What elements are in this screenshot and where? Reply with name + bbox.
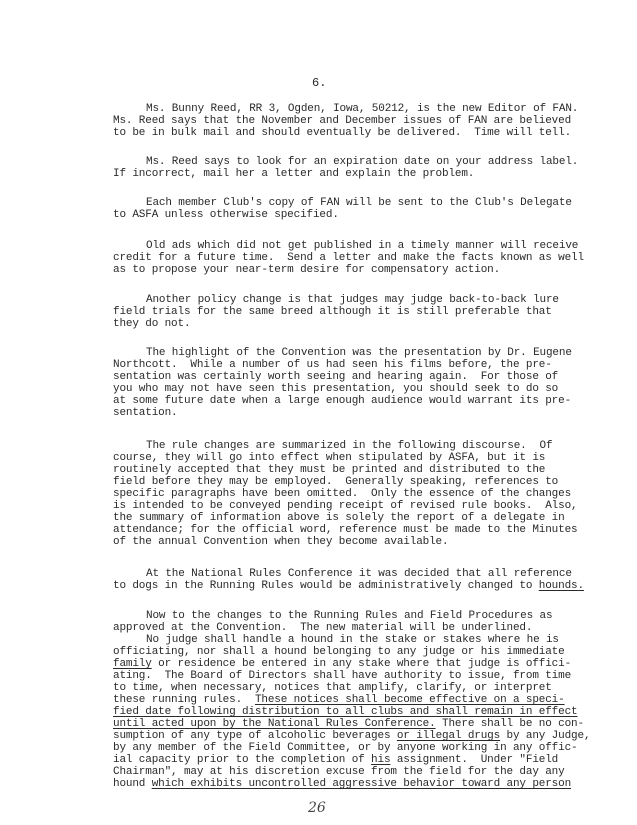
- text-line: sentation.: [113, 407, 178, 419]
- text-line: ating. The Board of Directors shall have authority to issue, from time: [113, 670, 572, 682]
- text-segment: sumption of any type of alcoholic beverages: [113, 730, 397, 742]
- page-number: 6.: [312, 76, 327, 90]
- underlined-text: hounds.: [538, 580, 584, 592]
- text-line: at some future date when a large enough audience would warrant its pre-: [113, 395, 572, 407]
- text-line: of the annual Convention when they become available.: [113, 536, 449, 548]
- text-line: the summary of information above is solely the report of a delegate in: [113, 512, 565, 524]
- text-line: specific paragraphs have been omitted. Only the essence of the changes: [113, 488, 572, 500]
- text-segment: these running rules.: [113, 694, 255, 706]
- text-line: is intended to be conveyed pending receipt of revised rule books. Also,: [113, 500, 578, 512]
- underlined-text-line: fied date following distribution to all clubs and shall remain in effect: [113, 706, 578, 718]
- text-line: The highlight of the Convention was the presentation by Dr. Eugene: [146, 347, 572, 359]
- text-line: to ASFA unless otherwise specified.: [113, 209, 339, 221]
- text-line: [113, 778, 571, 791]
- text-segment: to dogs in the Running Rules would be administratively changed to: [113, 580, 539, 592]
- text-segment: by any Judge,: [500, 730, 591, 742]
- text-segment: or residence be entered in any stake where that judge is offici-: [151, 658, 572, 670]
- text-line: by any member of the Field Committee, or by anyone working in any offic-: [113, 742, 578, 754]
- text-line: Chairman", may at his discretion excuse from the field for the day any: [113, 766, 565, 778]
- text-line: sentation was certainly worth seeing and hearing again. For those of: [113, 371, 559, 383]
- text-line: course, they will go into effect when stipulated by ASFA, but it is: [113, 452, 546, 464]
- text-line: Northcott. While a number of us had seen his films before, the pre-: [113, 359, 552, 371]
- text-line: attendance; for the official word, reference must be made to the Minutes: [113, 524, 578, 536]
- text-line: as to propose your near-term desire for compensatory action.: [113, 264, 501, 276]
- text-line: routinely accepted that they must be printed and distributed to the: [113, 464, 546, 476]
- text-line: At the National Rules Conference it was decided that all reference: [146, 568, 572, 580]
- text-line: If incorrect, mail her a letter and explain the problem.: [113, 168, 475, 180]
- text-line: [113, 580, 584, 593]
- underlined-text: until acted upon by the National Rules Conference.: [113, 718, 436, 730]
- text-line: No judge shall handle a hound in the stake or stakes where he is: [146, 634, 559, 646]
- handwritten-page-number: 26: [308, 800, 326, 816]
- text-line: approved at the Convention. The new material will be underlined.: [113, 622, 533, 634]
- text-line: officiating, nor shall a hound belonging to any judge or his immediate: [113, 646, 565, 658]
- text-line: Ms. Bunny Reed, RR 3, Ogden, Iowa, 50212, is the new Editor of FAN.: [146, 103, 579, 115]
- text-line: Another policy change is that judges may judge back-to-back lure: [146, 294, 559, 306]
- text-segment: hound: [113, 778, 152, 790]
- text-segment: ial capacity prior to the completion of: [113, 754, 372, 766]
- underlined-text: These notices shall become effective on a speci-: [254, 694, 565, 706]
- text-line: Ms. Reed says to look for an expiration date on your address label.: [146, 156, 579, 168]
- underlined-text: his: [371, 754, 391, 766]
- text-line: Old ads which did not get published in a timely manner will receive: [146, 240, 579, 252]
- text-line: Now to the changes to the Running Rules and Field Procedures as: [146, 610, 553, 622]
- underlined-text: or illegal drugs: [396, 730, 501, 742]
- text-line: to time, when necessary, notices that amplify, clarify, or interpret: [113, 682, 552, 694]
- text-line: Ms. Reed says that the November and December issues of FAN are believed: [113, 115, 572, 127]
- underlined-text: family: [113, 658, 152, 670]
- text-line: they do not.: [113, 318, 191, 330]
- text-line: The rule changes are summarized in the following discourse. Of: [146, 440, 553, 452]
- text-line: field before they may be employed. Generally speaking, references to: [113, 476, 559, 488]
- text-segment: There shall be no con-: [435, 718, 584, 730]
- text-line: Each member Club's copy of FAN will be sent to the Club's Delegate: [146, 197, 572, 209]
- text-line: credit for a future time. Send a letter and make the facts known as well: [113, 252, 584, 264]
- text-segment: assignment. Under "Field: [390, 754, 559, 766]
- text-line: you who may not have seen this presentation, you should seek to do so: [113, 383, 559, 395]
- text-line: field trials for the same breed although it is still preferable that: [113, 306, 552, 318]
- text-line: to be in bulk mail and should eventually be delivered. Time will tell.: [113, 127, 572, 139]
- underlined-text: which exhibits uncontrolled aggressive behavior toward any person: [151, 778, 572, 790]
